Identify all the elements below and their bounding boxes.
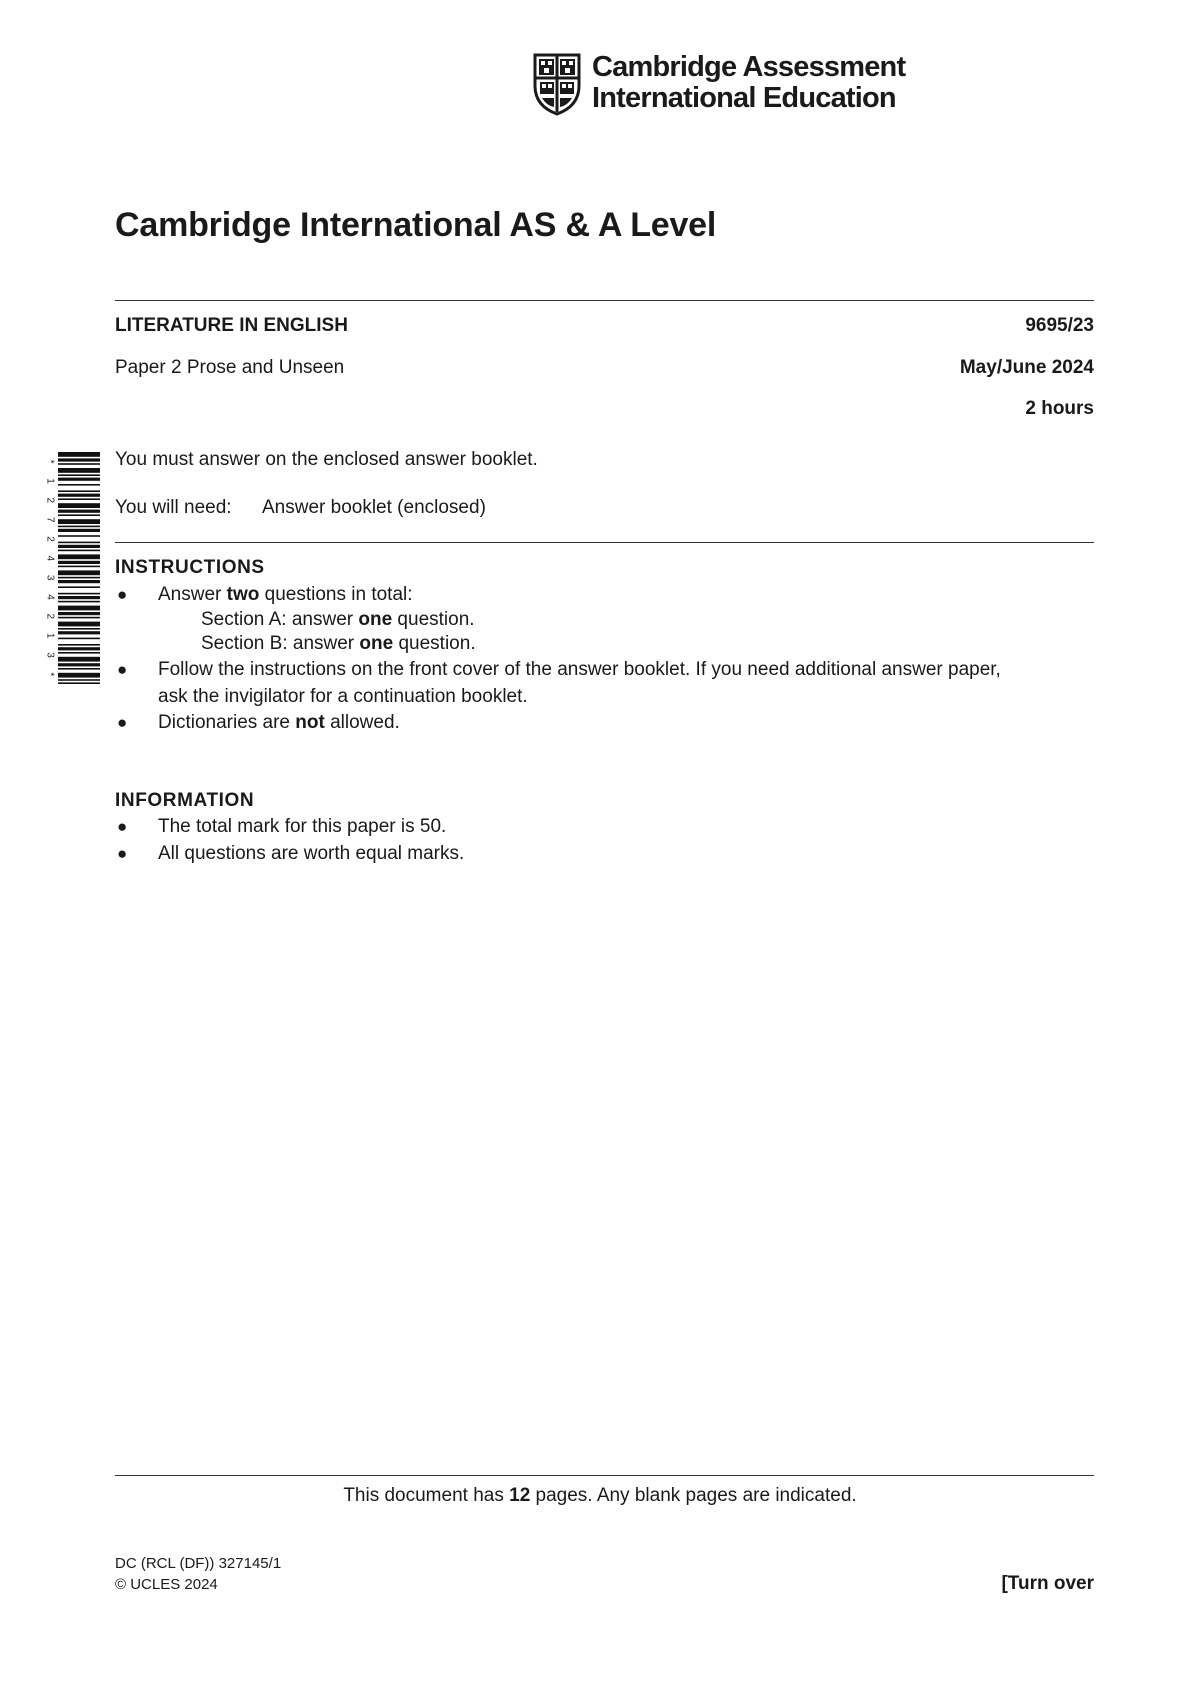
barcode-bar (58, 510, 100, 513)
answer-note: You must answer on the enclosed answer booklet. (115, 449, 538, 470)
barcode-bar (58, 514, 100, 516)
barcode-bar (58, 498, 100, 500)
barcode-bar (58, 566, 100, 568)
barcode-bar (58, 631, 100, 634)
divider-footer (115, 1475, 1094, 1476)
instruction-item-3: Dictionaries are not allowed. (158, 712, 400, 733)
barcode-digit: * (44, 459, 56, 464)
barcode-digit: 3 (44, 652, 56, 658)
barcode-bar (58, 612, 100, 615)
barcode-bar (58, 682, 100, 684)
barcode-digit: 7 (44, 516, 56, 523)
instruction-sub-item-section-b: Section B: answer one question. (201, 633, 476, 654)
barcode-digit: 4 (44, 555, 56, 562)
barcode-bar (58, 647, 100, 650)
instruction-item-2-line-1: Follow the instructions on the front cover of the answer booklet. If you need additional answer paper, (158, 659, 1001, 680)
instruction-sub-item-section-a: Section A: answer one question. (201, 609, 475, 630)
cambridge-logo (532, 52, 912, 118)
divider-middle (115, 542, 1094, 543)
exam-duration: 2 hours (1025, 398, 1094, 419)
barcode-digit: * (44, 672, 56, 677)
barcode-bar (58, 529, 100, 532)
information-item-1: The total mark for this paper is 50. (158, 816, 447, 837)
barcode-digit: 1 (44, 478, 56, 484)
barcode-bar (58, 601, 100, 603)
information-heading: INFORMATION (115, 790, 255, 811)
barcode-digit: 3 (44, 574, 56, 581)
barcode-bar (58, 628, 100, 630)
turn-over-label: [Turn over (1001, 1573, 1094, 1594)
barcode-bar (58, 679, 100, 681)
logo-line-1: Cambridge Assessment (592, 51, 906, 83)
bullet: ● (117, 817, 128, 836)
instructions-heading: INSTRUCTIONS (115, 557, 265, 578)
copyright: © UCLES 2024 (115, 1576, 218, 1593)
barcode-bar (58, 526, 100, 528)
need-label: You will need: (115, 497, 232, 518)
barcode-bar (58, 474, 100, 476)
barcode-bar (58, 494, 100, 497)
barcode-bar (58, 561, 100, 564)
barcode-bar (58, 652, 100, 654)
information-item-2: All questions are worth equal marks. (158, 843, 465, 864)
barcode-bar (58, 593, 100, 595)
logo-line-2: International Education (592, 82, 896, 114)
bullet: ● (117, 660, 128, 679)
cambridge-crest-icon (532, 52, 582, 116)
barcode-bar (58, 596, 100, 599)
barcode-bar (58, 545, 100, 548)
bullet: ● (117, 585, 128, 604)
barcode-bar (58, 673, 100, 678)
barcode-bar (58, 570, 100, 575)
barcode-bar (58, 586, 100, 588)
barcode-digit: 2 (44, 613, 56, 620)
divider-top (115, 300, 1094, 301)
barcode-bar (58, 577, 100, 579)
logo-wordmark (592, 52, 905, 114)
candidate-barcode (44, 452, 100, 684)
instruction-item-2-line-2: ask the invigilator for a continuation booklet. (158, 686, 528, 707)
paper-code: 9695/23 (1025, 315, 1094, 336)
barcode-bar (58, 606, 100, 611)
bullet: ● (117, 844, 128, 863)
barcode-bar (58, 550, 100, 552)
barcode-bar (58, 490, 100, 492)
barcode-bar (58, 519, 100, 524)
barcode-bar (58, 542, 100, 544)
barcode-bar (58, 668, 100, 670)
need-value: Answer booklet (enclosed) (262, 497, 486, 518)
barcode-bar (58, 657, 100, 662)
barcode-digit: 4 (44, 594, 56, 600)
barcode-bar (58, 617, 100, 619)
barcode-bar (58, 622, 100, 627)
barcode-bar (58, 452, 100, 457)
barcode-digit: 2 (44, 536, 56, 542)
barcode-bar (58, 638, 100, 640)
barcode-bar (58, 503, 100, 508)
qualification-title: Cambridge International AS & A Level (115, 206, 717, 244)
barcode-bar (58, 484, 100, 486)
barcode-bar (58, 663, 100, 666)
barcode-bar (58, 458, 100, 461)
bullet: ● (117, 713, 128, 732)
barcode-bar (58, 554, 100, 559)
barcode-bar (58, 463, 100, 465)
barcode-digit: 2 (44, 497, 56, 504)
page-count-note: This document has 12 pages. Any blank pages are indicated. (343, 1485, 857, 1506)
instruction-item-1: Answer two questions in total: (158, 584, 413, 605)
barcode-bar (58, 580, 100, 583)
barcode-bar (58, 535, 100, 537)
barcode-digit: 1 (44, 632, 56, 639)
document-code: DC (RCL (DF)) 327145/1 (115, 1555, 282, 1572)
paper-title: Paper 2 Prose and Unseen (115, 357, 345, 378)
barcode-bar (58, 478, 100, 481)
exam-session: May/June 2024 (959, 357, 1094, 378)
barcode-bar (58, 644, 100, 646)
barcode-bar (58, 468, 100, 473)
subject-name: LITERATURE IN ENGLISH (115, 315, 348, 336)
